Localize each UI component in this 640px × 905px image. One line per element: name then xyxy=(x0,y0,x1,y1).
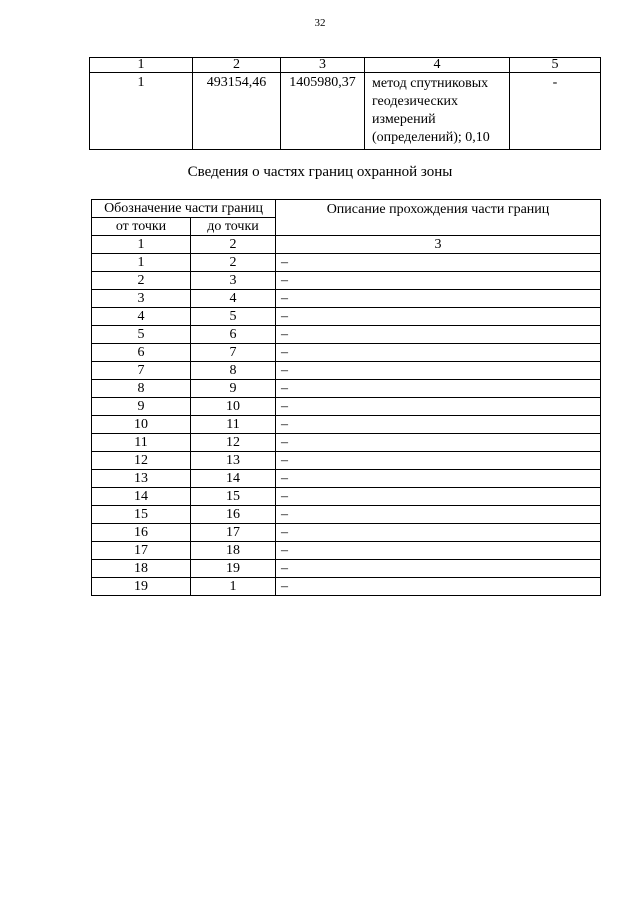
table-row xyxy=(92,326,601,344)
header-to-cell: до точки xyxy=(191,218,276,236)
column-number: 4 xyxy=(365,58,510,73)
to-point-cell: 2 xyxy=(191,254,276,272)
from-point-cell: 8 xyxy=(92,380,191,398)
table-row xyxy=(92,524,601,542)
to-point-cell: 19 xyxy=(191,560,276,578)
table-row xyxy=(92,560,601,578)
to-point-cell: 12 xyxy=(191,434,276,452)
to-point-cell: 7 xyxy=(191,344,276,362)
table-row xyxy=(92,308,601,326)
column-numbers-row xyxy=(92,236,601,254)
from-point-cell: 15 xyxy=(92,506,191,524)
from-point-cell: 6 xyxy=(92,344,191,362)
column-number: 3 xyxy=(281,58,365,73)
from-point-cell: 10 xyxy=(92,416,191,434)
to-point-cell: 16 xyxy=(191,506,276,524)
to-point-cell: 10 xyxy=(191,398,276,416)
table-row xyxy=(92,380,601,398)
description-cell: – xyxy=(276,254,601,272)
method-line: измерений xyxy=(372,112,436,127)
description-cell: – xyxy=(276,488,601,506)
to-point-cell: 6 xyxy=(191,326,276,344)
header-description-cell: Описание прохождения части границ xyxy=(276,200,601,236)
description-cell: – xyxy=(276,560,601,578)
from-point-cell: 4 xyxy=(92,308,191,326)
to-point-cell: 15 xyxy=(191,488,276,506)
description-cell: – xyxy=(276,362,601,380)
method-line: геодезических xyxy=(372,94,459,109)
to-point-cell: 18 xyxy=(191,542,276,560)
table-row xyxy=(92,290,601,308)
description-cell: – xyxy=(276,434,601,452)
to-point-cell: 13 xyxy=(191,452,276,470)
description-cell: – xyxy=(276,398,601,416)
y-coordinate-cell: 1405980,37 xyxy=(281,73,365,150)
from-point-cell: 1 xyxy=(92,254,191,272)
column-number: 1 xyxy=(92,236,191,254)
to-point-cell: 1 xyxy=(191,578,276,596)
table-row xyxy=(90,73,601,150)
description-cell: – xyxy=(276,290,601,308)
table-header-row xyxy=(92,200,601,218)
table-row xyxy=(92,488,601,506)
from-point-cell: 18 xyxy=(92,560,191,578)
to-point-cell: 14 xyxy=(191,470,276,488)
col5-cell: - xyxy=(510,73,601,150)
to-point-cell: 8 xyxy=(191,362,276,380)
from-point-cell: 2 xyxy=(92,272,191,290)
coordinates-table xyxy=(89,57,601,150)
table-row xyxy=(92,506,601,524)
table-row xyxy=(92,452,601,470)
table-row xyxy=(92,362,601,380)
from-point-cell: 13 xyxy=(92,470,191,488)
description-cell: – xyxy=(276,326,601,344)
from-point-cell: 16 xyxy=(92,524,191,542)
description-cell: – xyxy=(276,308,601,326)
table-row xyxy=(92,272,601,290)
header-group-cell: Обозначение части границ xyxy=(92,200,276,218)
description-cell: – xyxy=(276,470,601,488)
x-coordinate-cell: 493154,46 xyxy=(193,73,281,150)
description-cell: – xyxy=(276,524,601,542)
from-point-cell: 7 xyxy=(92,362,191,380)
table-row xyxy=(92,416,601,434)
description-cell: – xyxy=(276,452,601,470)
description-cell: – xyxy=(276,416,601,434)
point-cell: 1 xyxy=(90,73,193,150)
description-cell: – xyxy=(276,272,601,290)
to-point-cell: 17 xyxy=(191,524,276,542)
to-point-cell: 3 xyxy=(191,272,276,290)
table-row xyxy=(92,344,601,362)
from-point-cell: 19 xyxy=(92,578,191,596)
table-row xyxy=(92,434,601,452)
section-title: Сведения о частях границ охранной зоны xyxy=(187,164,453,180)
from-point-cell: 5 xyxy=(92,326,191,344)
method-cell xyxy=(365,73,510,150)
method-line: (определений); 0,10 xyxy=(372,130,490,145)
from-point-cell: 11 xyxy=(92,434,191,452)
from-point-cell: 3 xyxy=(92,290,191,308)
column-number: 2 xyxy=(193,58,281,73)
column-number: 2 xyxy=(191,236,276,254)
to-point-cell: 4 xyxy=(191,290,276,308)
header-from-cell: от точки xyxy=(92,218,191,236)
description-cell: – xyxy=(276,380,601,398)
to-point-cell: 5 xyxy=(191,308,276,326)
from-point-cell: 14 xyxy=(92,488,191,506)
to-point-cell: 11 xyxy=(191,416,276,434)
method-line: метод спутниковых xyxy=(372,76,489,91)
table-row xyxy=(92,578,601,596)
description-cell: – xyxy=(276,542,601,560)
description-cell: – xyxy=(276,578,601,596)
column-number: 5 xyxy=(510,58,601,73)
table-header-row xyxy=(90,58,601,73)
table-row xyxy=(92,254,601,272)
table-row xyxy=(92,398,601,416)
table-row xyxy=(92,470,601,488)
column-number: 1 xyxy=(90,58,193,73)
from-point-cell: 12 xyxy=(92,452,191,470)
table-row xyxy=(92,542,601,560)
to-point-cell: 9 xyxy=(191,380,276,398)
description-cell: – xyxy=(276,506,601,524)
description-cell: – xyxy=(276,344,601,362)
column-number: 3 xyxy=(276,236,601,254)
from-point-cell: 9 xyxy=(92,398,191,416)
from-point-cell: 17 xyxy=(92,542,191,560)
boundary-parts-table xyxy=(91,199,601,596)
page-number: 32 xyxy=(314,17,326,29)
